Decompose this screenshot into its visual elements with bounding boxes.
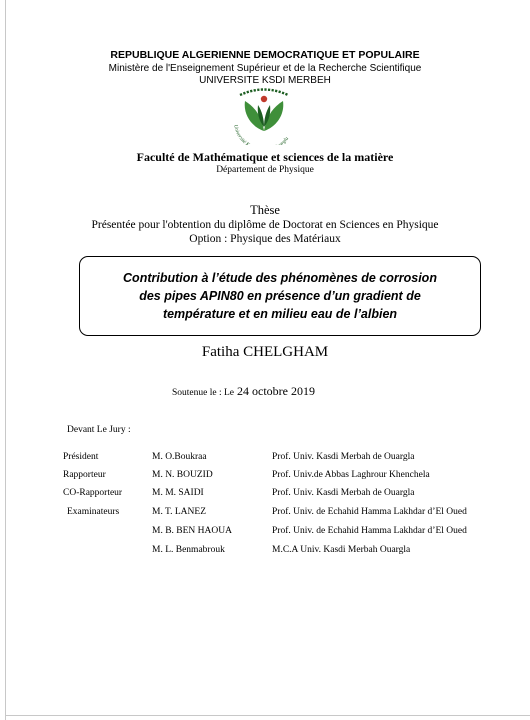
jury-row xyxy=(0,488,530,506)
thesis-option: Option : Physique des Matériaux xyxy=(189,233,341,245)
page-bottom-edge xyxy=(5,715,530,716)
jury-member: M. B. BEN HAOUA xyxy=(152,526,232,536)
jury-row xyxy=(0,470,530,488)
thesis-purpose: Présentée pour l'obtention du diplôme de Doctorat en Sciences en Physique xyxy=(91,219,439,231)
republic-heading: REPUBLIQUE ALGERIENNE DEMOCRATIQUE ET POPULAIRE xyxy=(110,49,420,61)
jury-affiliation: Prof. Univ. Kasdi Merbah de Ouargla xyxy=(272,488,415,498)
university-name: UNIVERSITE KSDI MERBEH xyxy=(199,75,331,86)
jury-affiliation: Prof. Univ.de Abbas Laghrour Khenchela xyxy=(272,470,430,480)
jury-role: Rapporteur xyxy=(63,470,106,480)
ministry-line: Ministère de l'Enseignement Supérieur et de la Recherche Scientifique xyxy=(108,63,422,74)
thesis-title-line-3: température et en milieu eau de l’albien xyxy=(162,307,398,321)
jury-role: CO-Rapporteur xyxy=(63,488,123,498)
jury-affiliation: M.C.A Univ. Kasdi Merbah Ouargla xyxy=(272,545,411,555)
university-logo xyxy=(228,87,300,145)
jury-row xyxy=(0,452,530,470)
defense-line xyxy=(172,384,315,399)
faculty-name: Faculté de Mathématique et sciences de la matière xyxy=(136,150,394,164)
jury-heading: Devant Le Jury : xyxy=(67,425,131,435)
thesis-title-line-2: des pipes APIN80 en présence d’un gradient de xyxy=(139,289,421,303)
jury-row xyxy=(0,526,530,544)
jury-role: Examinateurs xyxy=(67,507,120,517)
jury-member: M. L. Benmabrouk xyxy=(152,545,225,555)
defense-date: 24 octobre 2019 xyxy=(237,384,315,398)
jury-member: M. O.Boukraa xyxy=(152,452,207,462)
defense-label: Soutenue le : Le xyxy=(172,388,234,398)
department-name: Département de Physique xyxy=(216,165,314,175)
jury-role: Président xyxy=(63,452,99,462)
logo-caption: Université K argla xyxy=(232,124,291,145)
jury-row xyxy=(0,507,530,525)
jury-row xyxy=(0,545,530,563)
thesis-kind: Thèse xyxy=(250,203,280,217)
jury-member: M. M. SAIDI xyxy=(152,488,204,498)
jury-member: M. N. BOUZID xyxy=(152,470,213,480)
thesis-title-line-1: Contribution à l’étude des phénomènes de corrosion xyxy=(123,271,437,285)
jury-affiliation: Prof. Univ. de Echahid Hamma Lakhdar d’El Oued xyxy=(272,526,467,536)
author-name: Fatiha CHELGHAM xyxy=(201,344,329,360)
jury-member: M. T. LANEZ xyxy=(152,507,207,517)
jury-affiliation: Prof. Univ. Kasdi Merbah de Ouargla xyxy=(272,452,415,462)
jury-affiliation: Prof. Univ. de Echahid Hamma Lakhdar d’El Oued xyxy=(272,507,467,517)
thesis-title-box xyxy=(79,256,481,336)
